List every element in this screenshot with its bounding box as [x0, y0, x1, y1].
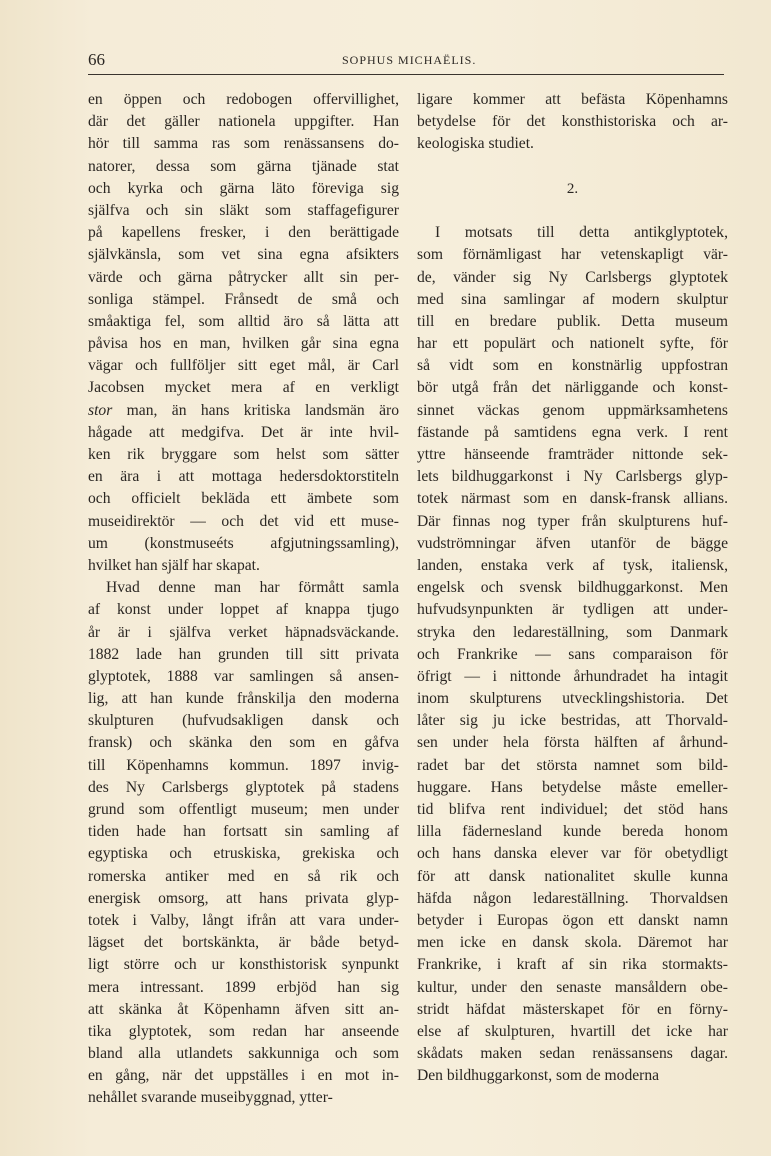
- text-line: till en bredare publik. Detta museum: [417, 312, 728, 330]
- text-line: skådats maken sedan renässansens dagar.: [417, 1045, 728, 1063]
- text-line: stridt häfdat mästerskapet för en förny-: [417, 1000, 728, 1018]
- text-line: Frankrike, i kraft af sin rika stormakts-: [417, 956, 728, 974]
- text-line: totek i Valby, långt ifrån att vara under-: [88, 911, 399, 929]
- text-line: på kapellens fresker, i den berättigade: [88, 224, 399, 242]
- section-number: 2.: [566, 180, 579, 197]
- text-line: för att dansk nationalitet skulle kunna: [417, 867, 728, 885]
- text-line: keologiska studiet.: [417, 135, 534, 153]
- text-line: som förnämligast har vetenskapligt vär-: [417, 246, 728, 264]
- text-segment: man, än hans kritiska landsmän äro: [112, 401, 399, 419]
- text-line: romerska antiker med en så rik och: [88, 867, 399, 885]
- text-line: nehållet svarande museibyggnad, ytter-: [88, 1089, 333, 1107]
- text-line: bland alla utlandets sakkunniga och som: [88, 1045, 399, 1063]
- text-line: vudströmningar äfven utanför de bägge: [417, 534, 728, 552]
- text-line: um (konstmuseéts afgjutningssamling),: [88, 534, 399, 552]
- text-line: bör utgå från det närliggande och konst-: [417, 379, 728, 397]
- text-line: med sina samlingar af modern skulptur: [417, 290, 728, 308]
- text-line: yttre hänseende framträder nittonde sek-: [417, 446, 728, 463]
- text-line: en ära i att mottaga hedersdoktorstiteln: [88, 468, 399, 486]
- text-line: huggare. Hans betydelse måste emeller-: [417, 778, 728, 796]
- text-line: kultur, under den senaste mansåldern obe-: [417, 978, 728, 996]
- text-line: I motsats till detta antikglyptotek,: [435, 224, 728, 242]
- text-line: har ett populärt och nationelt syfte, för: [417, 335, 728, 353]
- text-line: sonliga stämpel. Frånsedt de små och: [88, 290, 399, 308]
- text-line: självkänsla, som vet sina egna afsikters: [88, 246, 399, 264]
- text-line: småaktiga fel, som alltid äro så lätta att: [88, 312, 399, 330]
- text-line: energisk omsorg, att hans privata glyp-: [88, 889, 399, 907]
- text-line: en gång, när det uppställes i en mot in-: [88, 1067, 399, 1085]
- text-line: landen, enstaka verk af tysk, italiensk,: [417, 556, 728, 574]
- text-line: inom skulpturens utvecklingshistoria. Det: [417, 690, 728, 708]
- text-line: och officielt bekläda ett ämbete som: [88, 490, 399, 508]
- text-line: hågade att medgifva. Det är inte hvil-: [88, 423, 399, 441]
- text-line: öfrigt — i nittonde århundradet ha intagit: [417, 667, 728, 685]
- text-line: stryka den ledareställning, som Danmark: [417, 623, 728, 641]
- text-line: glyptotek, 1888 var samlingen så ansen-: [88, 667, 399, 685]
- text-line: 1882 lade han grunden till sitt privata: [88, 645, 399, 663]
- text-line: af konst under loppet af knappa tjugo: [88, 601, 399, 619]
- text-line: så vidt som en konstnärlig uppfostran: [417, 357, 728, 375]
- text-line: år är i själfva verket häpnadsväckande.: [88, 623, 399, 641]
- text-line: häfda någon ledareställning. Thorvaldsen: [417, 889, 728, 907]
- text-line: tid blifva rent individuel; det stöd hans: [417, 801, 728, 818]
- text-line: grund som offentligt museum; men under: [88, 801, 399, 818]
- text-line: hvilket han själf har skapat.: [88, 556, 260, 574]
- text-line: en öppen och redobogen offervillighet,: [88, 91, 399, 108]
- text-line: engelsk och svensk bildhuggarkonst. Men: [417, 579, 728, 597]
- text-line: där det gäller nationela uppgifter. Han: [88, 113, 399, 131]
- page-header: [88, 48, 728, 74]
- text-line: skulpturen (hufvudsakligen dansk och: [88, 712, 399, 730]
- text-line: else af skulpturen, hvartill det icke har: [417, 1022, 728, 1040]
- text-line: lilla fädernesland kunde bereda honom: [417, 823, 728, 841]
- text-line: tika glyptotek, som redan har anseende: [88, 1022, 399, 1040]
- text-line: ligt större och ur konsthistorisk synpunkt: [88, 956, 399, 974]
- text-line: natorer, dessa som gärna tjänade stat: [88, 157, 399, 175]
- text-line: [88, 400, 399, 422]
- text-line: Den bildhuggarkonst, som de moderna: [417, 1067, 660, 1085]
- text-line: museidirektör — och det vid ett muse-: [88, 512, 399, 530]
- text-line: och Frankrike — sans comparaison för: [417, 645, 728, 663]
- text-line: fransk) och skänka den som en gåfva: [88, 734, 399, 752]
- text-line: Hvad denne man har förmått samla: [106, 579, 399, 597]
- text-line: sinnet väckas genom uppmärksamhetens: [417, 401, 728, 419]
- right-column-continuation: [417, 89, 728, 156]
- text-line: till Köpenhamns kommun. 1897 invig-: [88, 756, 399, 774]
- section-spacer: [417, 200, 728, 222]
- text-line: Där finnas nog typer från skulpturens huf-: [417, 512, 728, 530]
- text-line: betyder i Europas ögon ett danskt namn: [417, 911, 728, 929]
- text-line: påvisa hos en man, hvilken går sina egna: [88, 335, 399, 353]
- text-line: hufvudsynpunkten är tydligen att under-: [417, 601, 728, 619]
- text-line: lig, att han kunde frånskilja den moderna: [88, 690, 399, 708]
- emphasized-word: stor: [88, 401, 113, 419]
- text-line: men icke en dansk skola. Däremot har: [417, 934, 728, 952]
- text-line: des Ny Carlsbergs glyptotek på stadens: [88, 778, 399, 796]
- text-line: hör till samma ras som renässansens do-: [88, 135, 399, 153]
- text-line: ken rik bryggare som helst som sätter: [88, 446, 399, 463]
- text-line: totek närmast som en dansk-fransk allians.: [417, 490, 728, 508]
- text-line: fästande på samtidens egna verk. I rent: [417, 423, 728, 441]
- text-line: egyptiska och etruskiska, grekiska och: [88, 845, 399, 863]
- text-line: och kyrka och gärna läto föreviga sig: [88, 179, 399, 197]
- text-line: de, vänder sig Ny Carlsbergs glyptotek: [417, 268, 728, 286]
- text-line: lägset det bortskänkta, är både betyd-: [88, 934, 399, 952]
- section-spacer: [417, 156, 728, 178]
- text-line: mera intressant. 1899 erbjöd han sig: [88, 978, 399, 996]
- text-line: sen under hela första hälften af århund-: [417, 734, 728, 752]
- header-rule: [88, 74, 724, 75]
- text-line: låter sig ju icke bestridas, att Thorvald-: [417, 712, 728, 730]
- text-line: betydelse för det konsthistoriska och ar-: [417, 113, 728, 131]
- text-line: att skänka åt Köpenhamn äfven sitt an-: [88, 1000, 399, 1018]
- section-2-body: [417, 222, 728, 1087]
- page-number: 66: [88, 50, 105, 69]
- text-line: tiden hade han fortsatt sin samling af: [88, 823, 399, 841]
- text-line: vägar och fullföljer sitt eget mål, är Carl: [88, 357, 399, 375]
- text-line: själfva och sin släkt som staffagefigurer: [88, 201, 399, 219]
- right-column: [417, 89, 728, 1087]
- text-line: radet bar det största namnet som bild-: [417, 756, 728, 774]
- left-column: [88, 89, 399, 1110]
- running-head: SOPHUS MICHAËLIS.: [342, 53, 477, 67]
- text-line: och hans danska elever var för obetydligt: [417, 845, 728, 863]
- text-line: lets bildhuggarkonst i Ny Carlsbergs glyp-: [417, 468, 728, 486]
- text-line: ligare kommer att befästa Köpenhamns: [417, 91, 728, 108]
- text-line: Jacobsen mycket mera af en verkligt: [88, 379, 399, 397]
- text-line: värde och gärna påtrycker allt sin per-: [88, 268, 399, 286]
